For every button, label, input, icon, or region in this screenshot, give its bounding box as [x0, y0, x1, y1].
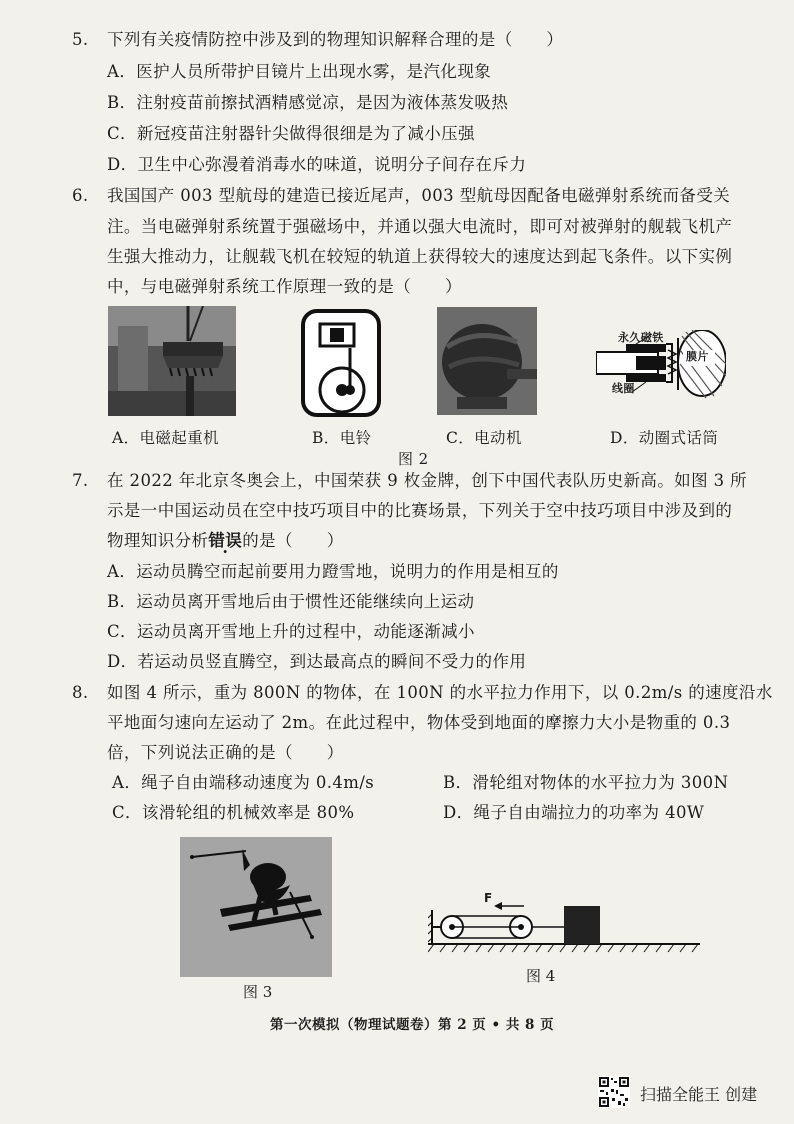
q7-emphasis-word: 错误 [208, 531, 243, 550]
crane-photo-icon [108, 306, 236, 420]
q6-line-2: 注。当电磁弹射系统置于强磁场中，并通以强大电流时，即可对被弹射的舰载飞机产 [107, 217, 733, 236]
q6-figure-d-label: D．动圈式话筒 [610, 429, 719, 447]
q7-option-b: B．运动员离开雪地后由于惯性还能继续向上运动 [107, 592, 475, 611]
page-footer: 第一次模拟（物理试题卷）第 2 页 • 共 8 页 [270, 1017, 555, 1033]
q6-line-1: 我国国产 003 型航母的建造已接近尾声，003 型航母因配备电磁弹射系统而备受关 [107, 186, 731, 205]
scanner-watermark: 扫描全能王 创建 [640, 1085, 758, 1104]
q8-number: 8. [72, 683, 89, 702]
q5-number: 5. [72, 30, 89, 49]
skier-photo-icon [180, 837, 332, 981]
q7-line-2: 示是一中国运动员在空中技巧项目中的比赛场景，下列关于空中技巧项目中涉及到的 [107, 501, 733, 520]
q6-figure-c-label: C．电动机 [446, 429, 522, 447]
q6-number: 6. [72, 186, 89, 205]
pulley-diagram-icon [428, 886, 700, 962]
q8-option-a: A．绳子自由端移动速度为 0.4m/s [112, 773, 375, 792]
q5-stem: 下列有关疫情防控中涉及到的物理知识解释合理的是（ ） [107, 30, 564, 49]
q7-line-3 [107, 529, 344, 553]
q7-line-3-pre: 物理知识分析 [107, 531, 209, 550]
q8-line-2: 平地面匀速向左运动了 2m。在此过程中，物体受到地面的摩擦力大小是物重的 0.3 [107, 713, 731, 732]
q5-option-a: A．医护人员所带护目镜片上出现水雾，是汽化现象 [107, 62, 492, 81]
q5-option-b: B．注射疫苗前擦拭酒精感觉凉，是因为液体蒸发吸热 [107, 93, 509, 112]
q7-line-1: 在 2022 年北京冬奥会上，中国荣获 9 枚金牌，创下中国代表队历史新高。如图 3 所 [107, 471, 748, 490]
figure-4-caption: 图 4 [526, 967, 556, 985]
mic-label-diaphragm: 膜片 [686, 350, 709, 363]
q6-line-4: 中，与电磁弹射系统工作原理一致的是（ ） [107, 277, 462, 296]
q5-option-d: D．卫生中心弥漫着消毒水的味道，说明分子间存在斥力 [107, 155, 527, 174]
bell-diagram-icon [300, 308, 382, 422]
qr-code-icon [598, 1076, 630, 1112]
q8-line-3: 倍，下列说法正确的是（ ） [107, 743, 344, 762]
q7-option-c: C．运动员离开雪地上升的过程中，动能逐渐减小 [107, 622, 475, 641]
q8-option-c: C．该滑轮组的机械效率是 80% [112, 803, 355, 822]
figure-2-caption: 图 2 [398, 450, 429, 468]
q7-line-3-post: 的是（ ） [242, 531, 344, 550]
q7-number: 7. [72, 471, 89, 490]
figure-3-caption: 图 3 [243, 983, 273, 1001]
mic-label-coil: 线圈 [612, 382, 635, 395]
q5-option-c: C．新冠疫苗注射器针尖做得很细是为了减小压强 [107, 124, 475, 143]
mic-label-magnet: 永久磁铁 [618, 331, 664, 344]
q8-option-b: B．滑轮组对物体的水平拉力为 300N [443, 773, 729, 792]
q7-option-a: A．运动员腾空而起前要用力蹬雪地，说明力的作用是相互的 [107, 562, 559, 581]
force-label: F [484, 891, 493, 905]
motor-photo-icon [437, 307, 537, 419]
q7-option-d: D．若运动员竖直腾空，到达最高点的瞬间不受力的作用 [107, 652, 527, 671]
q6-figure-a-label: A．电磁起重机 [112, 429, 219, 447]
q8-line-1: 如图 4 所示，重为 800N 的物体，在 100N 的水平拉力作用下，以 0.2m/s 的速度沿水 [107, 683, 773, 702]
q6-line-3: 生强大推动力，让舰载飞机在较短的轨道上获得较大的速度达到起飞条件。以下实例 [107, 247, 733, 266]
q6-figure-b-label: B．电铃 [312, 429, 372, 447]
q8-option-d: D．绳子自由端拉力的功率为 40W [443, 803, 705, 822]
